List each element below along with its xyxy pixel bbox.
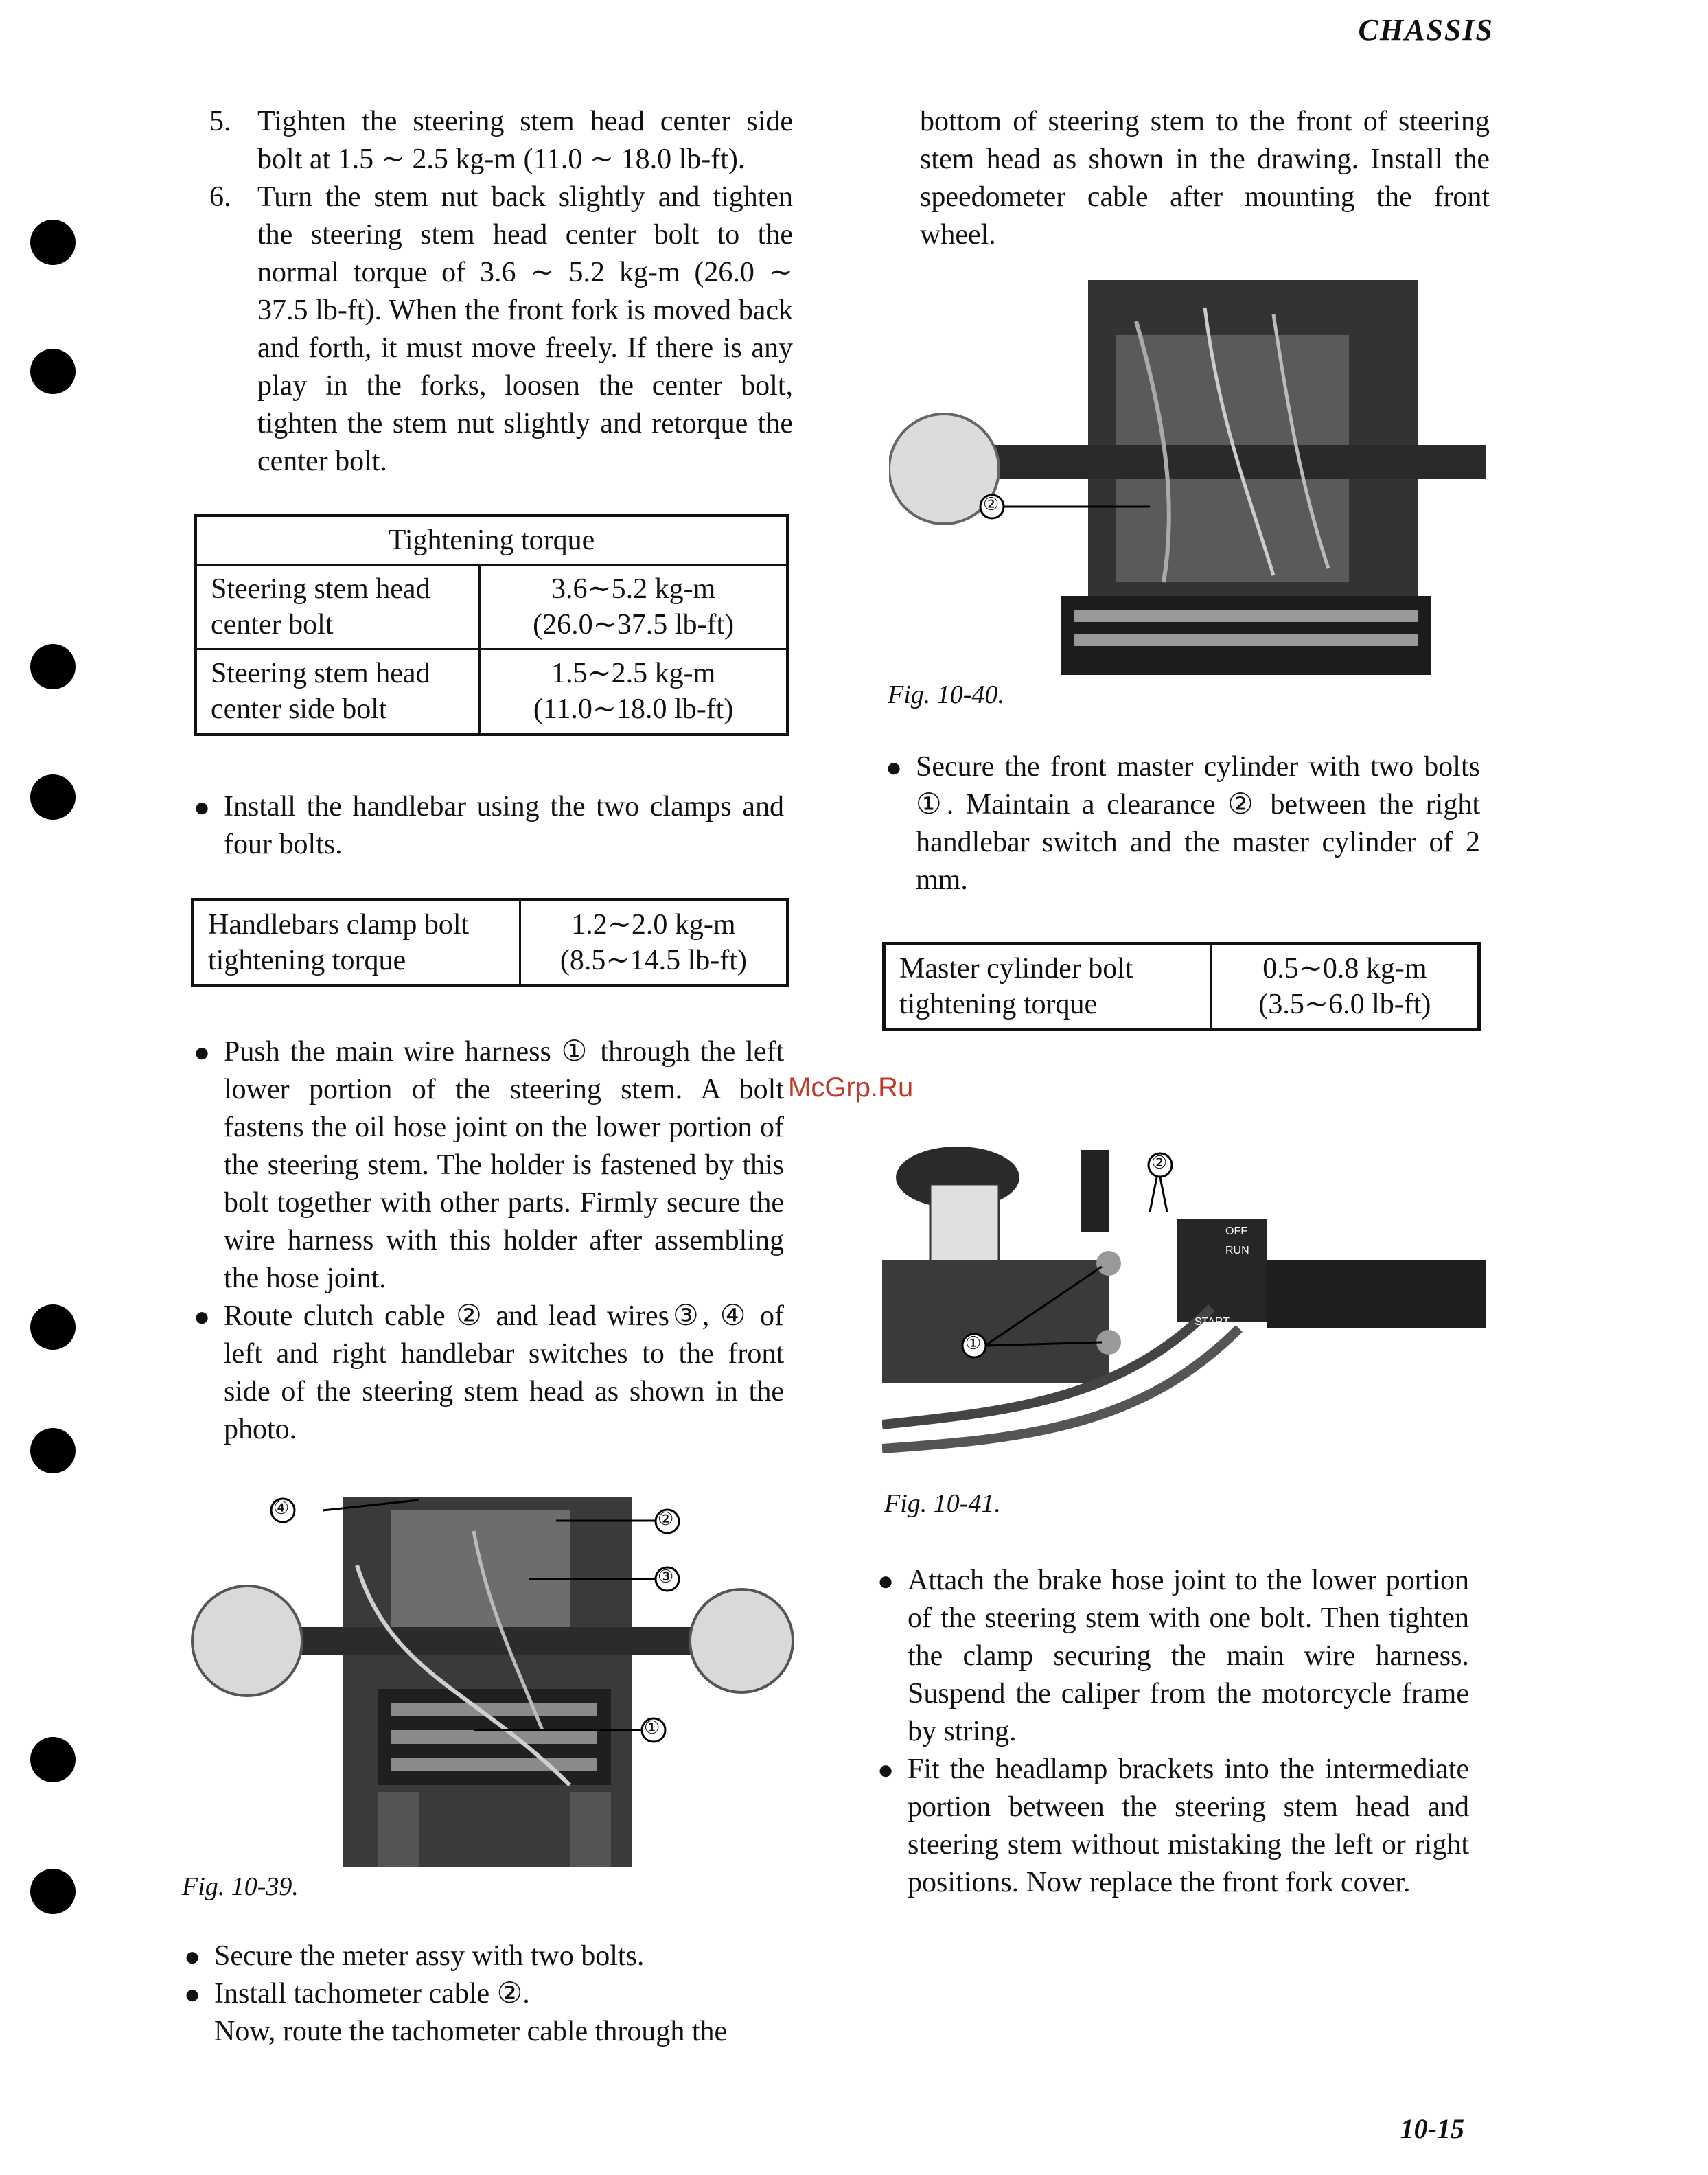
- punch-hole: [30, 1304, 76, 1350]
- switch-label-run: RUN: [1225, 1245, 1249, 1256]
- switch-label-off: OFF: [1225, 1225, 1247, 1237]
- steps-list: [209, 103, 793, 481]
- punch-hole: [30, 1428, 76, 1473]
- callout-2: ②: [983, 494, 1000, 514]
- harness-bullets: [194, 1033, 784, 1449]
- table-row: Steering stem head center bolt 3.6∼5.2 kg-m (26.0∼37.5 lb-ft): [196, 565, 788, 649]
- fig-10-41-caption: Fig. 10-41.: [884, 1489, 1001, 1518]
- step-5: 5. Tighten the steering stem head center side bolt at 1.5 ∼ 2.5 kg-m (11.0 ∼ 18.0 lb-ft).: [209, 106, 793, 175]
- handlebar-torque-table: [191, 898, 789, 987]
- callout-2: ②: [658, 1509, 674, 1529]
- fig-10-40-caption: Fig. 10-40.: [888, 680, 1004, 709]
- watermark: McGrp.Ru: [788, 1072, 914, 1103]
- bullet-route: ● Route clutch cable ② and lead wires③, ④ of left and right handlebar switches to the front side of the steering stem head as shown in the photo.: [194, 1300, 784, 1445]
- callout-1: ①: [965, 1333, 982, 1353]
- callout-2: ②: [1151, 1153, 1168, 1173]
- bullet-brake: ● Attach the brake hose joint to the lower portion of the steering stem with one bolt. Then tighten the clamp securing the main wire harness. Suspend the caliper from the motorcycle frame by string.: [877, 1565, 1469, 1747]
- callout-3: ③: [658, 1567, 674, 1587]
- callout-4: ④: [273, 1498, 290, 1518]
- fig-10-41-photo: [882, 1136, 1486, 1476]
- table-row: Master cylinder bolt tightening torque 0.5∼0.8 kg-m (3.5∼6.0 lb-ft): [884, 944, 1479, 1030]
- bullet-master: ● Secure the front master cylinder with two bolts ①. Maintain a clearance ② between the right handlebar switch and the master cylinder of 2 mm.: [886, 751, 1480, 896]
- continued-text: bottom of steering stem to the front of steering stem head as shown in the drawing. Install the speedometer cable after mounting the front wheel.: [920, 106, 1490, 251]
- fig-10-39-caption: Fig. 10-39.: [182, 1872, 299, 1901]
- brake-bullets: [877, 1562, 1469, 1902]
- switch-label-start: START: [1195, 1316, 1230, 1328]
- tightening-torque-table: [194, 514, 789, 736]
- punch-hole: [30, 1869, 76, 1914]
- punch-hole: [30, 349, 76, 394]
- bullet-handlebar: ● Install the handlebar using the two clamps and four bolts.: [194, 791, 784, 860]
- table-title: Tightening torque: [196, 516, 788, 565]
- callout-1: ①: [644, 1718, 660, 1738]
- punch-hole: [30, 774, 76, 820]
- tacho-continuation: Now, route the tachometer cable through the: [214, 2016, 728, 2047]
- bullet-headlamp: ● Fit the headlamp brackets into the intermediate portion between the steering stem head and steering stem without mistaking the left or right positions. Now replace the front fork cover.: [877, 1753, 1469, 1898]
- master-cylinder-table: [882, 942, 1481, 1031]
- meter-bullets: [184, 1937, 788, 2051]
- fig-10-39-photo: [185, 1469, 803, 1867]
- table-row: Steering stem head center side bolt 1.5∼2.5 kg-m (11.0∼18.0 lb-ft): [196, 649, 788, 735]
- page-number: 10-15: [1400, 2113, 1464, 2144]
- bullet-harness: ● Push the main wire harness ① through the left lower portion of the steering stem. A bolt fastens the oil hose joint on the lower portion of the steering stem. The holder is fastened by this bolt together with other parts. Firmly secure the wire harness with this holder after assembling the hose joint.: [194, 1036, 784, 1294]
- section-header: CHASSIS: [1358, 13, 1494, 47]
- punch-hole: [30, 1737, 76, 1782]
- bullet-meter: ● Secure the meter assy with two bolts.: [184, 1940, 645, 1972]
- table-row: Handlebars clamp bolt tightening torque 1.2∼2.0 kg-m (8.5∼14.5 lb-ft): [193, 900, 788, 986]
- punch-hole: [30, 220, 76, 265]
- punch-hole: [30, 644, 76, 689]
- fig-10-40-photo: [889, 280, 1486, 675]
- bullet-tacho: ● Install tachometer cable ②.: [184, 1978, 530, 2010]
- step-6: 6. Turn the stem nut back slightly and tighten the steering stem head center bolt to the normal torque of 3.6 ∼ 5.2 kg-m (26.0 ∼ 37.5 lb-ft). When the front fork is moved back and forth, it must move freely. If there is any play in the forks, loosen the center bolt, tighten the stem nut slightly and retorque the center bolt.: [209, 181, 793, 477]
